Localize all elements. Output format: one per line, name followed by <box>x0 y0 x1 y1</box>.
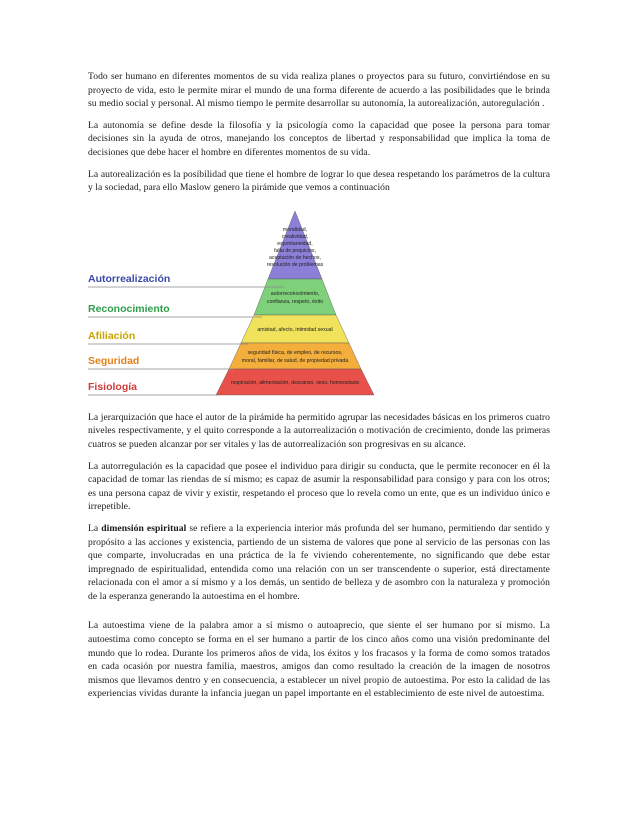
p6-prefix: La <box>88 522 102 534</box>
pyr-text-l1-4: aceptación de hechos, <box>269 254 321 261</box>
pyr-text-l2-1: confianza, respeto, éxito <box>266 298 324 305</box>
pyr-text-l4-1: moral, familiar, de salud, de propiedad privada <box>241 357 349 364</box>
paragraph-autorregulacion: La autorregulación es la capacidad que posee el individuo para dirigir su conducta, que le permite reconocer en él la capacidad de tomar las riendas de sí mismo; es capaz de asumir la responsabilidad para consigo y para con los otros; es una persona capaz de vivir y existir, respetando el proceso que lo revela como un ente, que es un individuo único e irrepetible. <box>88 460 550 513</box>
paragraph-dimension-espiritual <box>88 522 550 604</box>
pyr-text-l4-0: seguridad física, de empleo, de recursos, <box>247 349 343 356</box>
label-afiliacion: Afiliación <box>88 329 136 342</box>
pyr-text-l2-0: autorreconocimiento, <box>270 290 320 297</box>
paragraph-jerarquizacion: La jerarquización que hace el autor de la pirámide ha permitido agrupar las necesidades básicas en los primeros cuatro niveles respectivamente, y el quito corresponde a la autorrealización o motivación de crecimiento, donde las primeras cuatros se pueden alcanzar por ser vitales y las de autorrealización son progresivas en su alcance. <box>88 411 550 450</box>
label-seguridad: Seguridad <box>88 354 140 367</box>
pyr-text-l3-0: amistad, afecto, intimidad sexual <box>257 326 333 333</box>
pyramid-level-labels <box>88 203 268 403</box>
document-page <box>88 70 550 709</box>
paragraph-autoestima: La autoestima viene de la palabra amor a sí mismo o autoaprecio, que siente el ser humano por sí mismo. La autoestima como concepto se forma en el ser humano a partir de los cinco años como una visión predominante del mundo que lo rodea. Durante los primeros años de vida, los éxitos y los fracasos y la forma de como somos tratados en cada ocasión por nuestra familia, maestros, amigos dan como resultado la creación de la imagen de nosotros mismos que llevamos dentro y en consecuencia, a establecer un nivel propio de autoestima. Por esto la calidad de las experiencias vividas durante la infancia juegan un papel importante en el establecimiento de este nivel de autoestima. <box>88 620 550 700</box>
pyr-text-l1-0: moralidad, <box>282 226 308 233</box>
p6-bold-term: dimensión espiritual <box>101 522 187 534</box>
label-reconocimiento: Reconocimiento <box>88 302 170 315</box>
maslow-pyramid-figure <box>88 203 550 403</box>
paragraph-autonomia: La autonomía se define desde la filosofía y la psicología como la capacidad que posee la persona para tomar decisiones sin la ayuda de otros, manejando los conceptos de libertad y responsabilidad que implica la toma de decisiones que debe hacer el hombre en diferentes momentos de su vida. <box>88 119 550 158</box>
paragraph-autorealizacion: La autorealización es la posibilidad que tiene el hombre de lograr lo que desea respetando los parámetros de la cultura y la sociedad, para ello Maslow genero la pirámide que vemos a continuación <box>88 168 550 194</box>
paragraph-intro: Todo ser humano en diferentes momentos de su vida realiza planes o proyectos para su futuro, convirtiéndose en su proyecto de vida, esto le permite mirar el mundo de una forma diferente de acuerdo a las posibilidades que le brinda su medio social y personal. Al mismo tiempo le permite desarrollar su autonomía, la autorealización, autoregulación . <box>88 71 550 110</box>
pyr-text-l5-0: respiración, alimentación, descanso, sexo, homeostasis <box>230 379 360 386</box>
pyr-text-l1-2: espontaneidad, <box>277 240 313 247</box>
label-fisiologia: Fisiología <box>88 380 138 393</box>
pyr-text-l1-5: resolución de problemas <box>266 261 324 268</box>
pyr-text-l1-3: falta de prejuicios, <box>274 247 316 254</box>
pyr-text-l1-1: creatividad, <box>281 233 309 240</box>
p6-rest: se refiere a la experiencia interior más profunda del ser humano, permitiendo dar sentido y propósito a las acciones y existencia, partiendo de un sistema de valores que pone al servicio de las personas con las que comparte, involucradas en una práctica de la fe viviendo coherentemente, no significando que debe estar impregnado de espiritualidad, entendida como una relación con un ser transcendente o superior, está directamente relacionada con el amor a sí mismo y a los demás, un sentido de belleza y de asombro con la naturaleza y promoción de la esperanza generando la autoestima en el hombre. <box>88 522 550 602</box>
label-autorrealizacion: Autorrealización <box>88 272 171 285</box>
